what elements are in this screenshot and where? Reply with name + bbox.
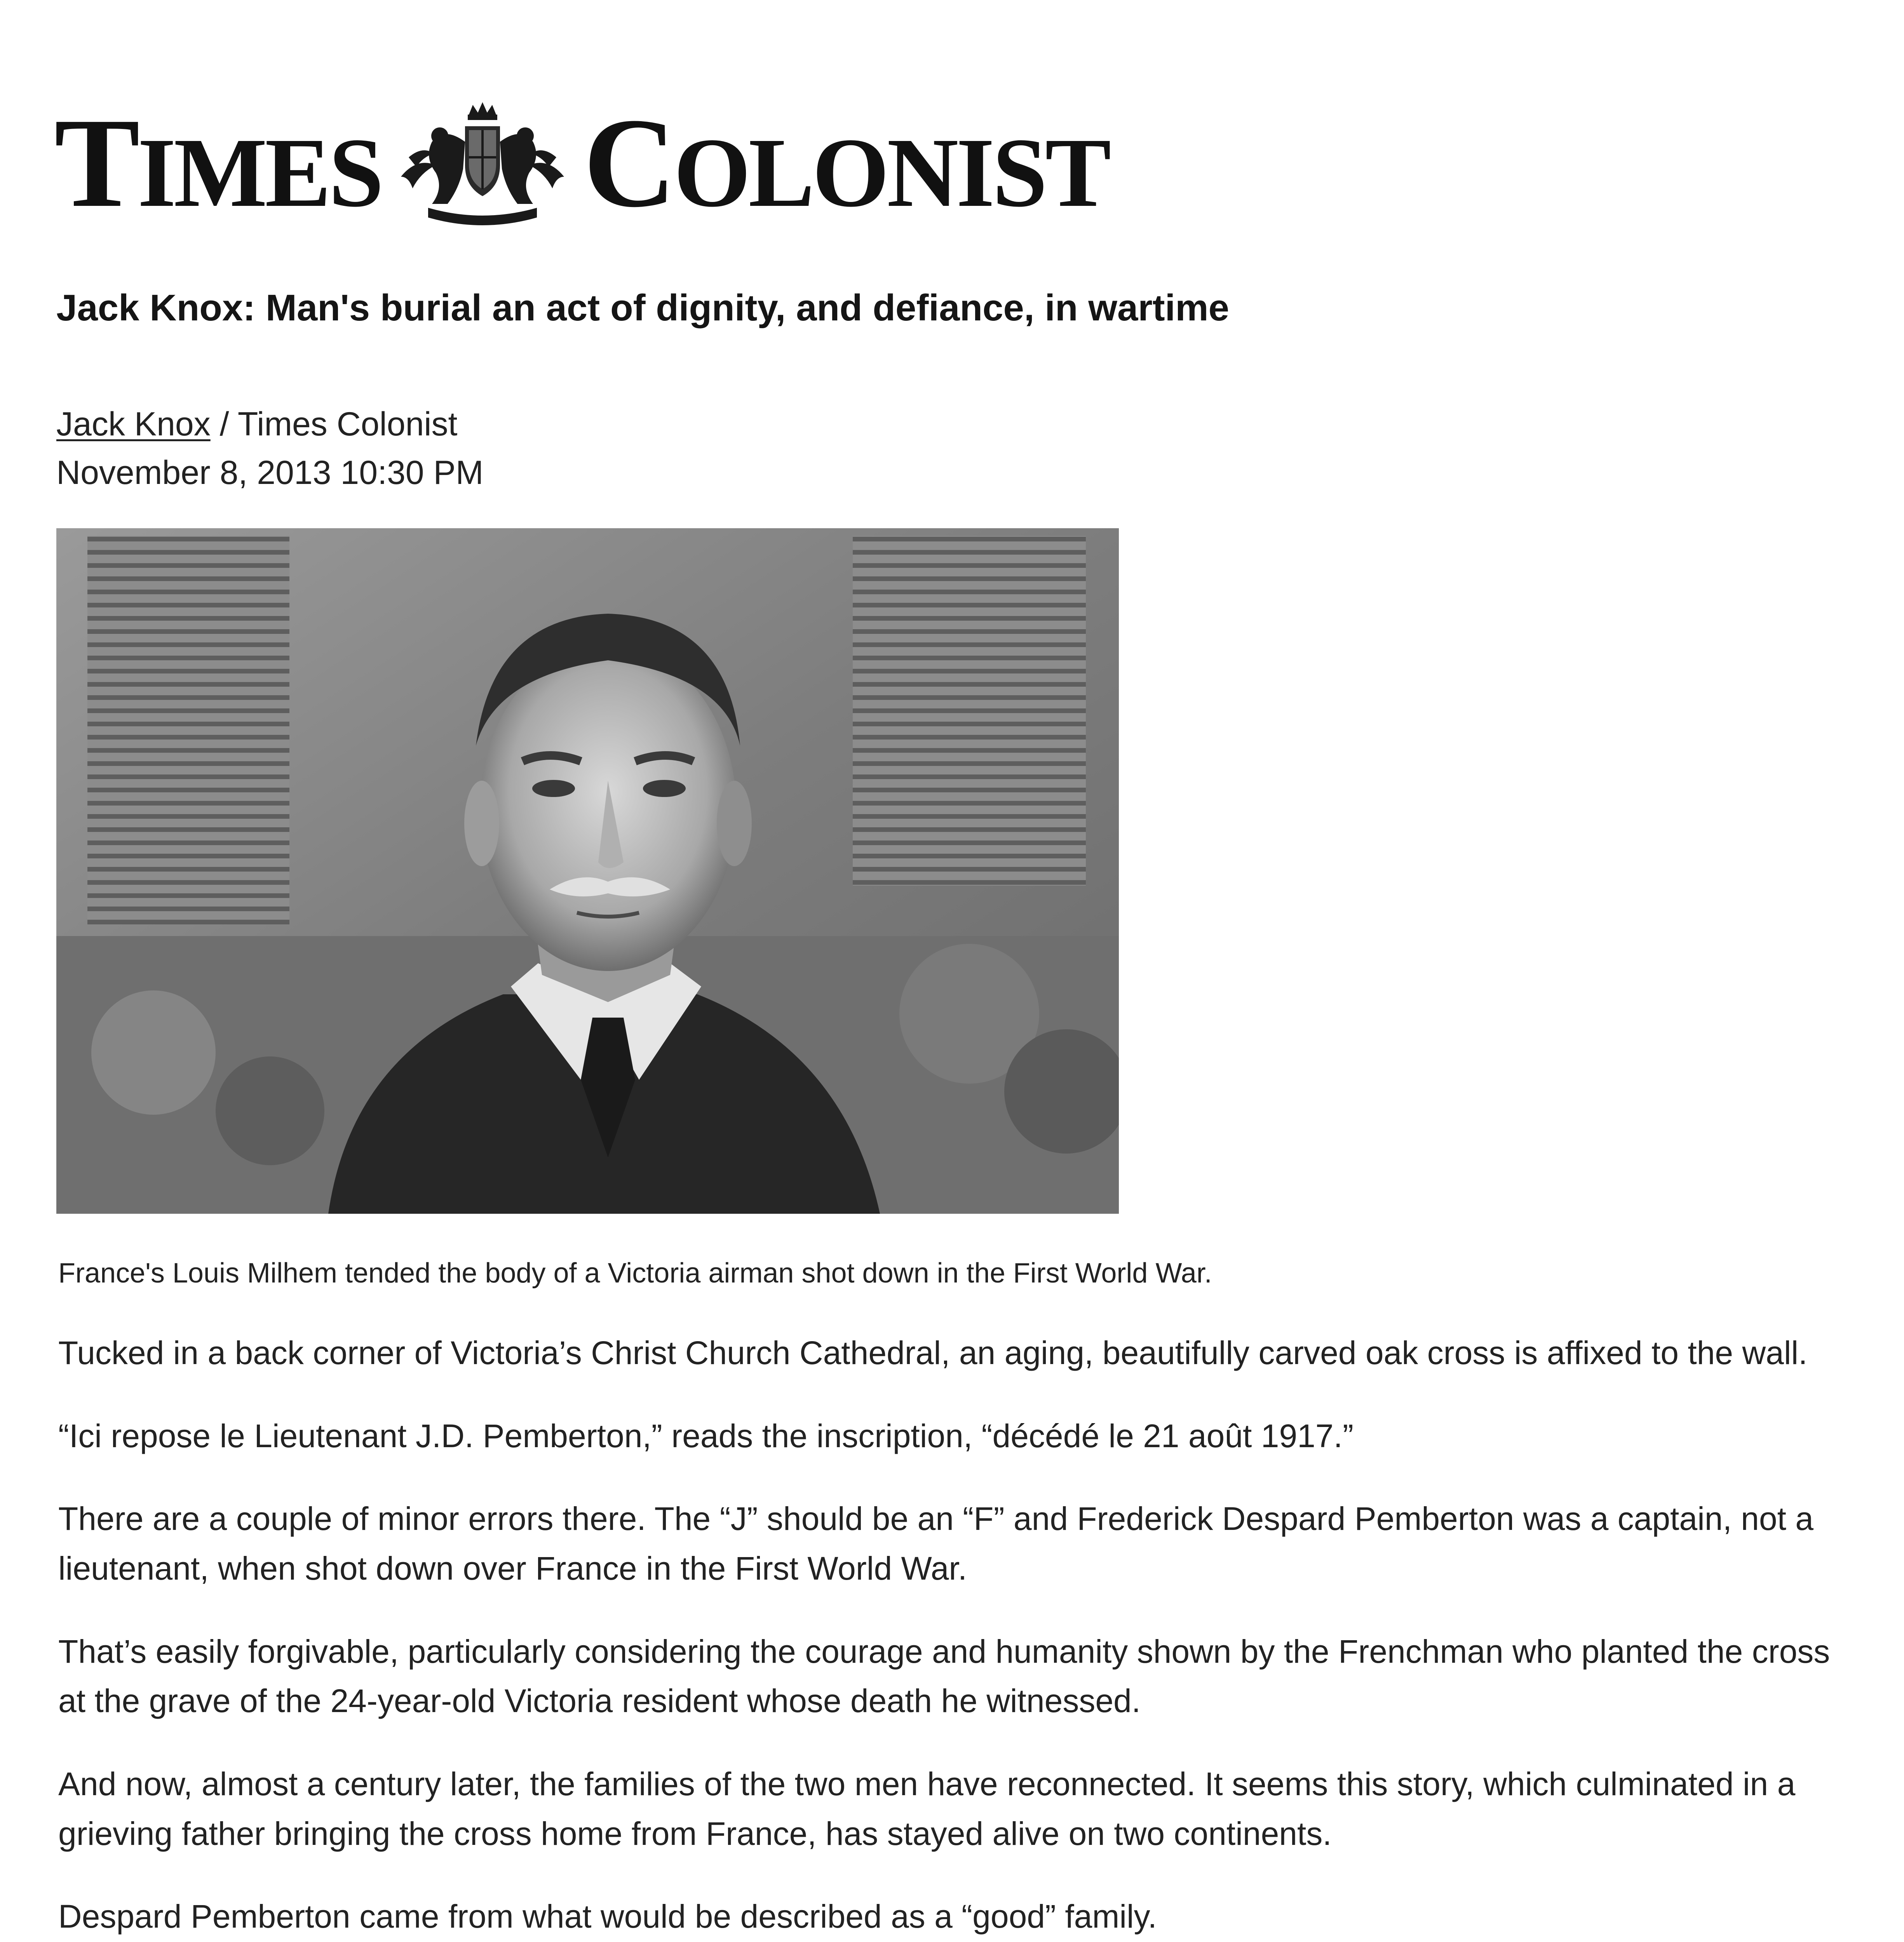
masthead-times-rest: IMES xyxy=(138,118,381,228)
byline-publication: / Times Colonist xyxy=(210,405,458,443)
body-paragraph: There are a couple of minor errors there. The “J” should be an “F” and Frederick Despard Pemberton was a captain, not a lieutenant, when shot down over France in the First World War. xyxy=(58,1500,1813,1587)
article-headline: Jack Knox: Man's burial an act of dignity, and defiance, in wartime xyxy=(56,287,1230,329)
portrait-photo-icon xyxy=(56,528,1119,1214)
byline-author-line xyxy=(56,400,1222,449)
article-photo xyxy=(56,528,1119,1214)
masthead-colonist-cap: C xyxy=(583,92,674,234)
masthead-logo xyxy=(54,92,1109,234)
body-paragraph: Despard Pemberton came from what would be described as a “good” family. xyxy=(58,1898,1157,1935)
body-paragraph: That’s easily forgivable, particularly considering the courage and humanity shown by the Frenchman who planted the cross at the grave of the 24-year-old Victoria resident whose death he witnessed. xyxy=(58,1633,1830,1719)
article-byline xyxy=(56,400,1222,497)
article-body xyxy=(58,1328,1845,1942)
body-paragraph: Tucked in a back corner of Victoria’s Christ Church Cathedral, an aging, beautifully carved oak cross is affixed to the wall. xyxy=(58,1335,1808,1371)
body-paragraph: And now, almost a century later, the families of the two men have reconnected. It seems this story, which culminated in a grieving father bringing the cross home from France, has stayed alive on two continents. xyxy=(58,1766,1796,1852)
body-paragraph: “Ici repose le Lieutenant J.D. Pemberton,” reads the inscription, “décédé le 21 août 1917.” xyxy=(58,1417,1354,1454)
author-link[interactable]: Jack Knox xyxy=(56,405,211,443)
masthead-times-cap: T xyxy=(54,92,138,234)
masthead-word-times xyxy=(54,92,381,234)
photo-caption: France's Louis Milhem tended the body of a Victoria airman shot down in the First World War. xyxy=(58,1258,1212,1289)
masthead-word-colonist xyxy=(583,92,1109,234)
royal-crest-icon xyxy=(385,99,580,227)
article-dateline: November 8, 2013 10:30 PM xyxy=(56,454,484,491)
masthead-colonist-rest: OLONIST xyxy=(674,118,1109,228)
